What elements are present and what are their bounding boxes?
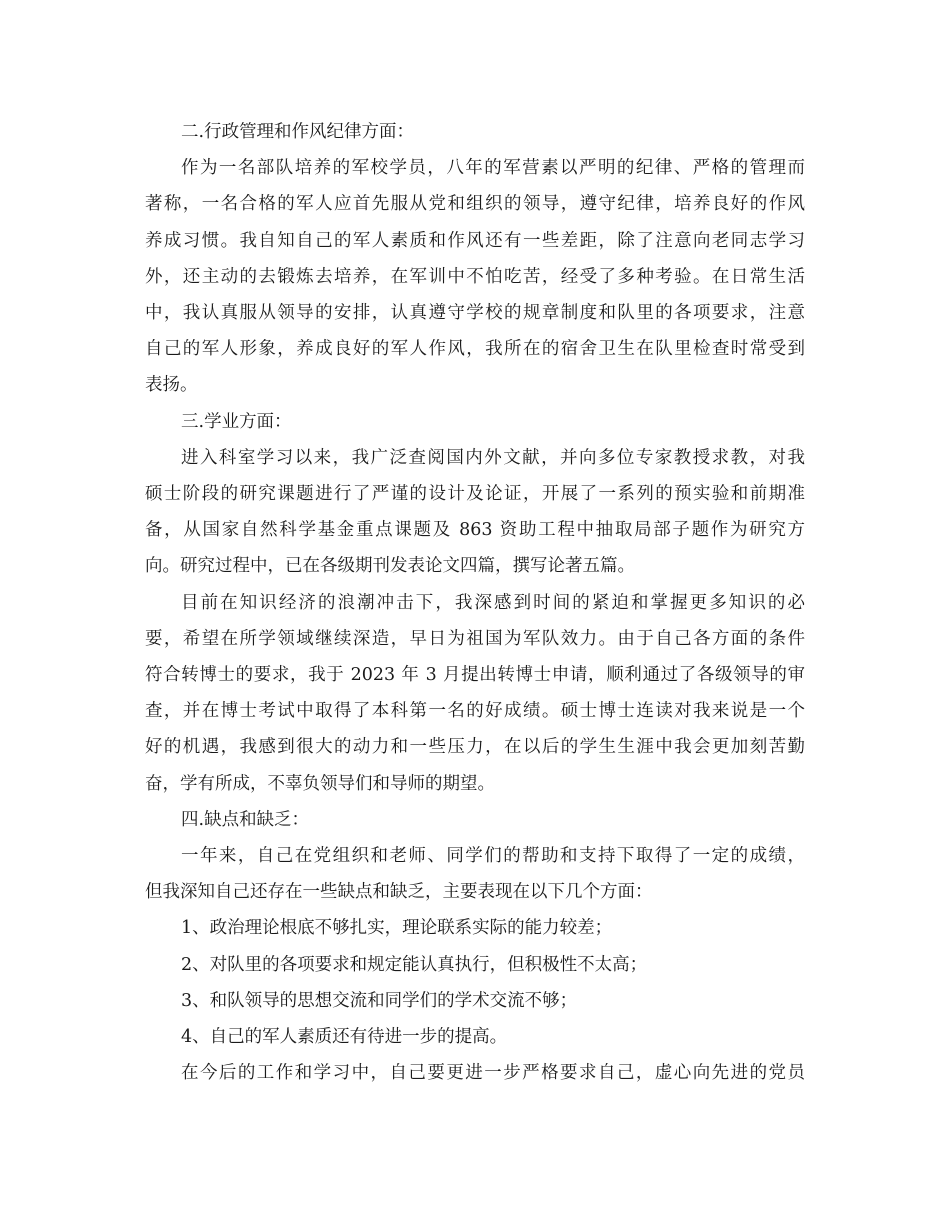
text-line: 目前在知识经济的浪潮冲击下，我深感到时间的紧迫和掌握更多知识的必 xyxy=(181,592,805,613)
paragraph xyxy=(145,838,805,910)
text-line: 在今后的工作和学习中，自己要更进一步严格要求自己，虚心向先进的党员 xyxy=(181,1063,805,1084)
text-line: 二.行政管理和作风纪律方面： xyxy=(181,122,415,142)
list-item xyxy=(145,983,805,1019)
text-line: 3、和队领导的思想交流和同学们的学术交流不够； xyxy=(181,990,578,1011)
text-line: 奋，学有所成，不辜负领导们和导师的期望。 xyxy=(145,773,495,794)
text-line: 硕士阶段的研究课题进行了严谨的设计及论证，开展了一系列的预实验和前期准 xyxy=(145,484,805,505)
text-line: 备，从国家自然科学基金重点课题及 863 资助工程中抽取局部子题作为研究方 xyxy=(145,520,805,541)
section-heading xyxy=(145,404,805,440)
text-line: 要，希望在所学领域继续深造，早日为祖国为军队效力。由于自己各方面的条件 xyxy=(145,628,805,649)
text-line: 三.学业方面： xyxy=(181,411,292,432)
text-line: 4、自己的军人素质还有待进一步的提高。 xyxy=(181,1027,508,1048)
text-line: 但我深知自己还存在一些缺点和缺乏，主要表现在以下几个方面： xyxy=(145,882,653,903)
paragraph xyxy=(145,150,805,403)
list-item xyxy=(145,1019,805,1055)
paragraph xyxy=(145,585,805,802)
paragraph xyxy=(145,1055,805,1091)
text-line: 好的机遇，我感到很大的动力和一些压力，在以后的学生生涯中我会更加刻苦勤 xyxy=(145,737,805,758)
text-line: 符合转博士的要求，我于 2023 年 3 月提出转博士申请，顺利通过了各级领导的审 xyxy=(145,665,805,686)
text-line: 1、政治理论根底不够扎实，理论联系实际的能力较差； xyxy=(181,918,613,939)
text-line: 查，并在博士考试中取得了本科第一名的好成绩。硕士博士连读对我来说是一个 xyxy=(145,701,805,722)
document-body xyxy=(145,114,805,1091)
section-heading xyxy=(145,802,805,838)
text-line: 养成习惯。我自知自己的军人素质和作风还有一些差距，除了注意向老同志学习 xyxy=(145,230,805,251)
text-line: 2、对队里的各项要求和规定能认真执行，但积极性不太高； xyxy=(181,954,648,975)
section-heading xyxy=(145,114,805,150)
text-line: 向。研究过程中，已在各级期刊发表论文四篇，撰写论著五篇。 xyxy=(145,556,635,577)
text-line: 表扬。 xyxy=(145,375,198,396)
text-line: 著称，一名合格的军人应首先服从党和组织的领导，遵守纪律，培养良好的作风 xyxy=(145,194,805,215)
text-line: 进入科室学习以来，我广泛查阅国内外文献，并向多位专家教授求教，对我 xyxy=(181,447,805,468)
text-line: 外，还主动的去锻炼去培养，在军训中不怕吃苦，经受了多种考验。在日常生活 xyxy=(145,266,805,287)
list-item xyxy=(145,947,805,983)
text-line: 中，我认真服从领导的安排，认真遵守学校的规章制度和队里的各项要求，注意 xyxy=(145,303,805,324)
text-line: 四.缺点和缺乏： xyxy=(181,809,310,830)
paragraph xyxy=(145,440,805,585)
text-line: 自己的军人形象，养成良好的军人作风，我所在的宿舍卫生在队里检查时常受到 xyxy=(145,339,805,360)
text-line: 一年来，自己在党组织和老师、同学们的帮助和支持下取得了一定的成绩， xyxy=(181,846,805,867)
list-item xyxy=(145,910,805,946)
text-line: 作为一名部队培养的军校学员，八年的军营素以严明的纪律、严格的管理而 xyxy=(181,158,805,179)
